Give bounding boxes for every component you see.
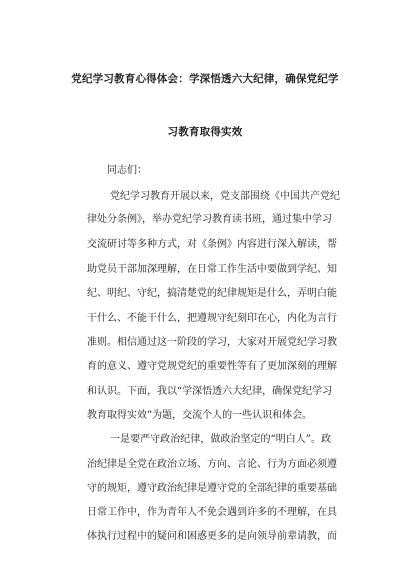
paragraph-1-line: 助党员干部加深理解，在日常工作生活中要做到学纪、知 [87, 264, 337, 275]
paragraph-2-line: 一是要严守政治纪律，做政治坚定的“明白人”。政 [110, 434, 331, 445]
paragraph-2-line: 日常工作中，作为青年人不免会遇到许多的不理解，在具 [87, 507, 337, 518]
paragraph-1-line: 纪、明纪、守纪，搞清楚党的纪律规矩是什么，弄明白能 [87, 288, 337, 299]
paragraph-1-line: 律处分条例》，举办党纪学习教育读书班，通过集中学习 [87, 214, 332, 225]
salutation: 同志们： [107, 165, 147, 176]
paragraph-1-line: 交流研讨等多种方式，对《条例》内容进行深入解读，帮 [87, 239, 337, 250]
paragraph-2-line: 治纪律是全党在政治立场、方向、言论、行为方面必须遵 [87, 459, 337, 470]
paragraph-1-line: 育的意义、遵守党规党纪的重要性等有了更加深刻的理解 [87, 361, 337, 372]
paragraph-1-line: 干什么、不能干什么，把遵规守纪刻印在心，内化为言行 [87, 313, 337, 324]
paragraph-1-line: 准则。相信通过这一阶段的学习，大家对开展党纪学习教 [87, 337, 337, 348]
paragraph-2-line: 体执行过程中的疑问和困惑更多的是向领导前辈请教，而 [87, 531, 337, 542]
paragraph-1-line: 和认识。下面，我以“学深悟透六大纪律，确保党纪学习 [87, 386, 333, 397]
document-title-line-2: 习教育取得实效 [167, 126, 243, 138]
paragraph-1-line: 党纪学习教育开展以来，党支部围绕《中国共产党纪 [110, 191, 340, 202]
document-title-line-1: 党纪学习教育心得体会：学深悟透六大纪律，确保党纪学 [71, 73, 339, 85]
paragraph-1-line: 教育取得实效”为题，交流个人的一些认识和体会。 [87, 410, 313, 421]
paragraph-2-line: 守的规矩，遵守政治纪律是遵守党的全部纪律的重要基础 [87, 483, 337, 494]
